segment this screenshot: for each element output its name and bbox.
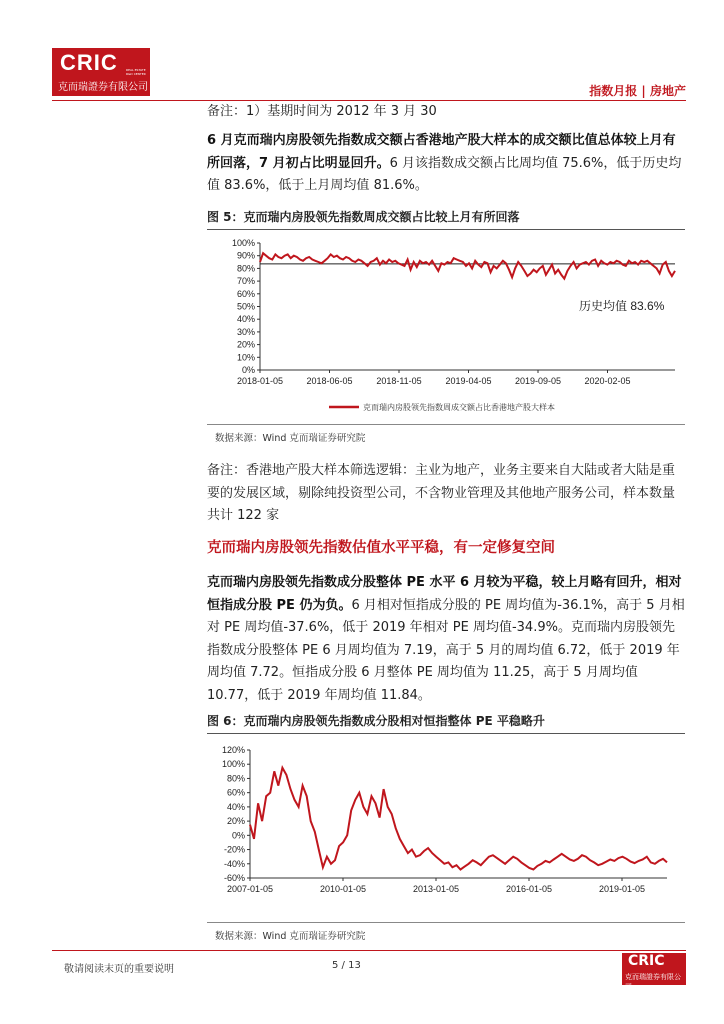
y-tick-label: 100%: [231, 238, 255, 248]
x-tick-label: 2018-01-05: [236, 376, 284, 386]
y-tick-label: 60%: [226, 787, 245, 798]
cric-logo: [52, 48, 150, 96]
figure-6-bottom-rule: [207, 922, 685, 923]
footer-logo-text: CRIC: [628, 953, 665, 969]
figure-6-series-line: [250, 768, 667, 870]
note-sample-logic: 备注：香港地产股大样本筛选逻辑：主业为地产，业务主要来自大陆或者大陆是重要的发展区域，剔除纯投资型公司，不含物业管理及其他地产服务公司，样本数量共计 122 家: [207, 463, 676, 523]
y-tick-label: 30%: [236, 326, 255, 337]
x-tick-label: 2020-02-05: [584, 376, 631, 386]
y-tick-label: 0%: [231, 830, 245, 841]
y-tick-label: 80%: [236, 263, 255, 274]
x-tick-label: 2016-01-05: [505, 884, 553, 894]
y-tick-label: 80%: [226, 773, 245, 784]
footer-logo: [622, 953, 686, 991]
paragraph-turnover-headline: 6 月克而瑞内房股领先指数成交额占香港地产股大样本的成交额比值总体较上月有所回落，7 月初占比明显回升。: [207, 133, 676, 171]
section-title: 克而瑞内房股领先指数估值水平平稳，有一定修复空间: [207, 540, 555, 556]
paragraph-pe-body: 6 月相对恒指成分股的 PE 周均值为-36.1%，高于 5 月相对 PE 周均值-37.6%，低于 2019 年相对 PE 周均值-34.9%。克而瑞内房股领先指数成分股整体 PE 6 月周均值为 7.19，高于 5 月的周均值 6.72，低于 2019 年周均值 7.72。恒指成分股 6 月整体 PE 周均值为 11.25，高于 5 月周均值 10.77，低于 2019 年周均值 11.84。: [207, 597, 685, 703]
figure-5-x-axis: [237, 370, 631, 386]
y-tick-label: 20%: [226, 816, 245, 827]
figure-6-chart: [207, 740, 685, 900]
x-tick-label: 2013-01-05: [412, 884, 460, 894]
y-tick-label: 60%: [236, 288, 255, 299]
figure-5-source: 数据来源：Wind 克而瑞证券研究院: [215, 433, 366, 444]
x-tick-label: 2019-04-05: [445, 376, 492, 386]
figure-5-title: 图 5：克而瑞内房股领先指数周成交额占比较上月有所回落: [207, 208, 685, 230]
x-tick-label: 2018-11-05: [376, 376, 422, 386]
x-tick-label: 2019-01-05: [598, 884, 646, 894]
note-base-date: 备注：1）基期时间为 2012 年 3 月 30: [207, 104, 437, 119]
footer-disclaimer: 敬请阅读末页的重要说明: [64, 964, 174, 975]
y-tick-label: 50%: [236, 301, 255, 312]
x-tick-label: 2019-09-05: [514, 376, 562, 386]
logo-tiny-text: REAL ESTATE R&D CENTER: [126, 68, 146, 76]
figure-5-chart: [207, 230, 685, 420]
figure-6-y-axis: [222, 745, 667, 883]
report-category: 指数月报 | 房地产: [589, 84, 686, 98]
figure-5-legend-label: 克而瑞内房股领先指数周成交额占比香港地产股大样本: [363, 403, 555, 412]
x-tick-label: 2010-01-05: [319, 884, 367, 894]
figure-6-source: 数据来源：Wind 克而瑞证券研究院: [215, 931, 366, 942]
logo-text: CRIC: [60, 50, 118, 75]
figure-6-x-axis: [227, 878, 645, 894]
y-tick-label: -20%: [223, 844, 245, 855]
y-tick-label: -60%: [223, 873, 245, 883]
y-tick-label: 90%: [236, 250, 255, 261]
logo-company-name: 克而瑞證券有限公司: [58, 82, 148, 93]
y-tick-label: 100%: [221, 759, 245, 770]
figure-5-series-line: [260, 253, 675, 278]
paragraph-turnover: [207, 130, 685, 198]
y-tick-label: 70%: [236, 276, 255, 287]
y-tick-label: 40%: [236, 314, 255, 325]
y-tick-label: -40%: [223, 858, 245, 869]
paragraph-pe: [207, 572, 685, 707]
y-tick-label: 20%: [236, 339, 255, 350]
figure-5-bottom-rule: [207, 424, 685, 425]
page-number: 5 / 13: [332, 960, 361, 971]
y-tick-label: 10%: [236, 352, 255, 363]
footer-divider: [52, 950, 686, 951]
y-tick-label: 0%: [241, 365, 255, 375]
x-tick-label: 2018-06-05: [306, 376, 353, 386]
figure-6-title: 图 6：克而瑞内房股领先指数成分股相对恒指整体 PE 平稳略升: [207, 712, 685, 734]
x-tick-label: 2007-01-05: [226, 884, 274, 894]
paragraph-turnover-body: 6 月该指数成交额占比周均值 75.6%，低于历史均值 83.6%，低于上月周均值 81.6%。: [207, 155, 682, 193]
figure-5-annotation: 历史均值 83.6%: [579, 299, 665, 313]
y-tick-label: 120%: [221, 745, 245, 755]
paragraph-pe-headline: 克而瑞内房股领先指数成分股整体 PE 水平 6 月较为平稳，较上月略有回升，相对恒指成分股 PE 仍为负。: [207, 575, 682, 613]
footer-logo-company-name: 克而瑞證券有限公司: [625, 973, 681, 991]
y-tick-label: 40%: [226, 801, 245, 812]
